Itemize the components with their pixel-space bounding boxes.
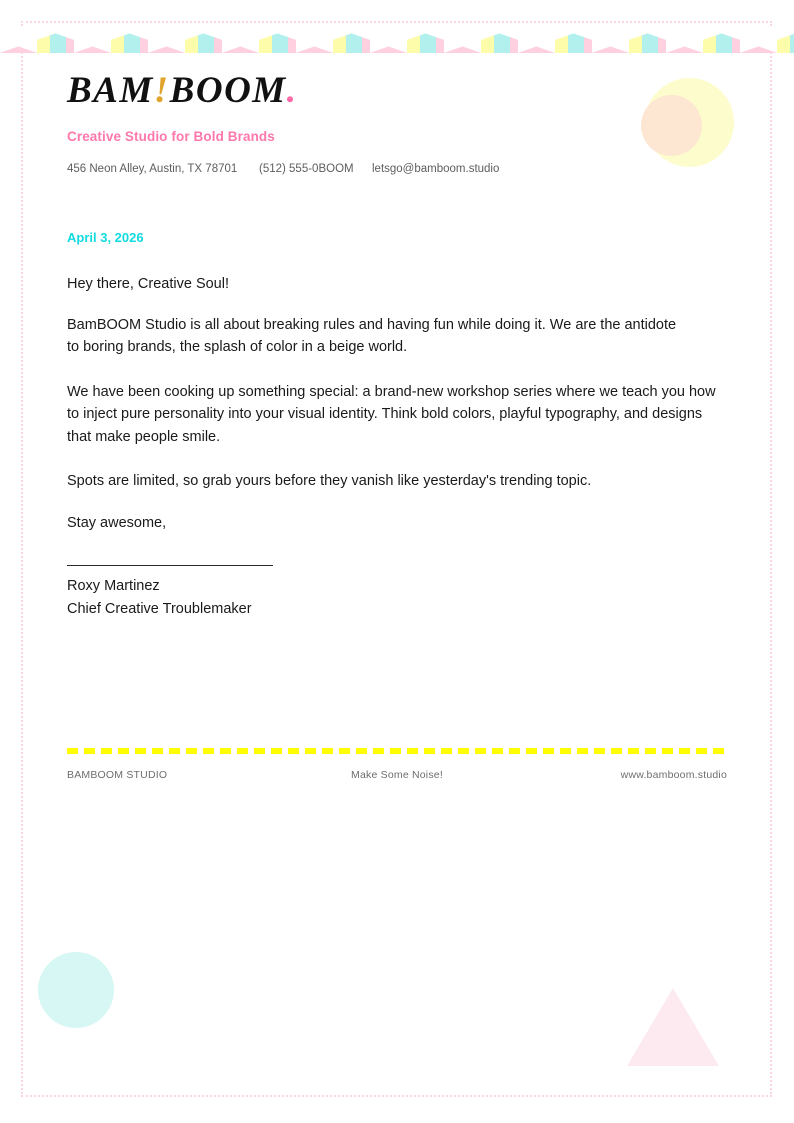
contact-address: 456 Neon Alley, Austin, TX 78701	[67, 163, 238, 175]
letter-paragraph-3: Spots are limited, so grab yours before they vanish like yesterday's trending topic.	[67, 473, 592, 490]
letter-body	[67, 230, 727, 531]
contact-phone: (512) 555-0BOOM	[259, 163, 354, 175]
company-tagline: Creative Studio for Bold Brands	[67, 129, 275, 144]
decorative-cyan-circle	[38, 952, 114, 1028]
footer-text-row	[67, 769, 727, 781]
letter-paragraph-1: BamBOOM Studio is all about breaking rules and having fun while doing it. We are the antidote to boring brands, the splash of color in a beige world.	[67, 317, 677, 356]
footer-website: www.bamboom.studio	[620, 769, 727, 781]
contact-email: letsgo@bamboom.studio	[372, 163, 500, 175]
signer-title: Chief Creative Troublemaker	[67, 601, 252, 618]
letter-salutation: Hey there, Creative Soul!	[67, 276, 229, 292]
decorative-pink-triangle	[627, 988, 719, 1066]
logo-exclamation: !	[153, 70, 170, 111]
footer-dashed-rule	[67, 748, 727, 754]
footer-slogan: Make Some Noise!	[351, 769, 443, 781]
zigzag-notch-mask	[0, 27, 794, 53]
page-footer	[67, 748, 727, 781]
top-zigzag-band	[0, 27, 794, 53]
logo-period: .	[286, 70, 298, 111]
logo-part-one: BAM	[67, 70, 154, 111]
letter-paragraph-2: We have been cooking up something special: a brand-new workshop series where we teach you how to inject pure personality into your visual identity. Think bold colors, playful typography, and designs that make people smile.	[67, 383, 716, 445]
page-border	[21, 21, 772, 1097]
company-logo	[67, 72, 727, 109]
letter-date: April 3, 2026	[67, 230, 144, 245]
signer-name: Roxy Martinez	[67, 578, 160, 594]
signature-line	[67, 565, 273, 566]
letterhead-header	[67, 72, 727, 175]
footer-company: BAMBOOM STUDIO	[67, 769, 168, 781]
logo-part-two: BOOM	[169, 70, 287, 111]
contact-info-row	[67, 163, 727, 175]
letter-closing: Stay awesome,	[67, 514, 167, 531]
signature-block	[67, 565, 397, 621]
